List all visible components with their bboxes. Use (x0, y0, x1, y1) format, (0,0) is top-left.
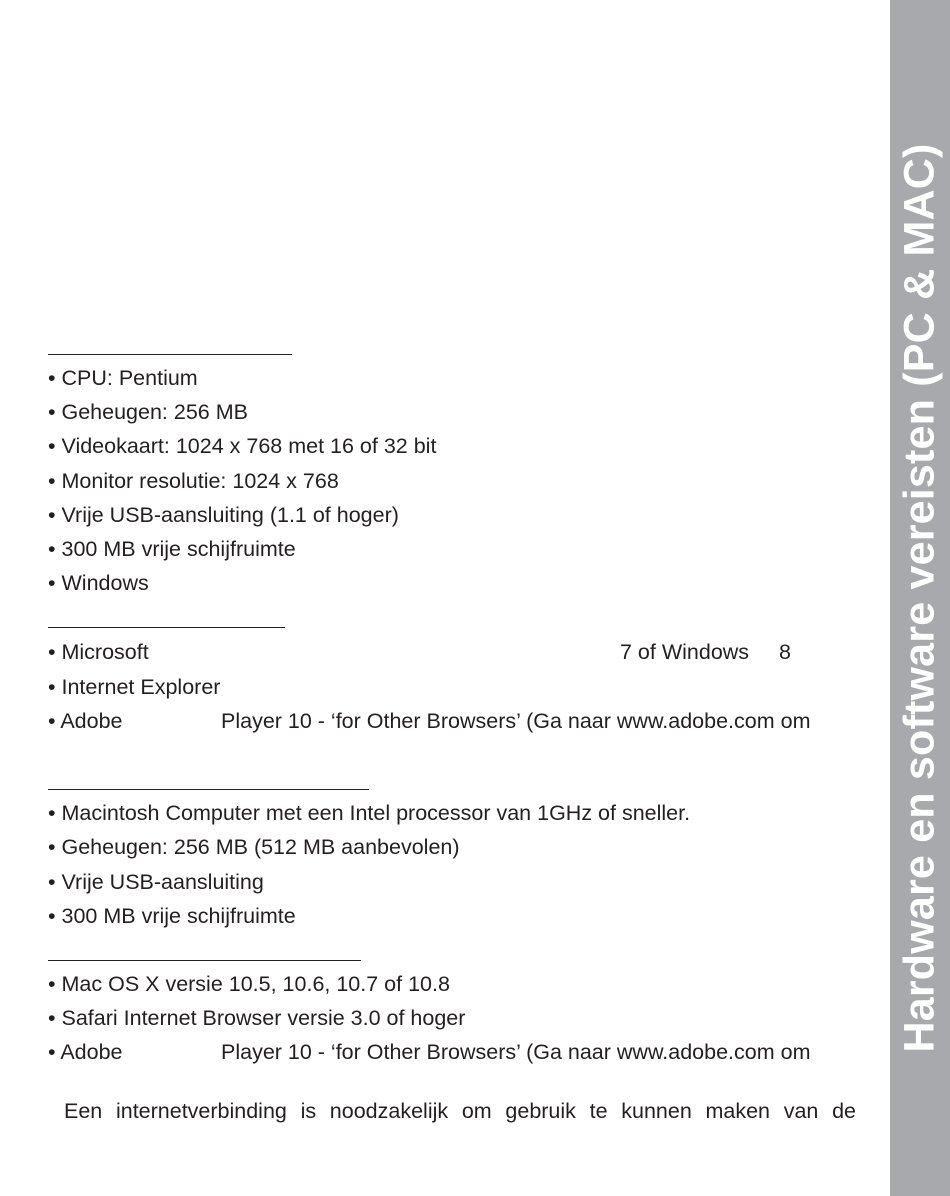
list-item-mac-hardware: • Vrije USB-aansluiting (48, 870, 264, 894)
list-item-pc-hardware: • Geheugen: 256 MB (48, 400, 248, 424)
list-item-pc-software-os-end: 7 of Windows (620, 640, 750, 664)
list-item-mac-software: • Mac OS X versie 10.5, 10.6, 10.7 of 10.8 (48, 972, 450, 996)
list-item-mac-software-flash: • Adobe (48, 1040, 123, 1064)
list-item-pc-software-flash: • Adobe (48, 709, 123, 733)
list-item-pc-software-flash-end: Player 10 - ‘for Other Browsers’ (Ga naar www.adobe.com om (221, 709, 811, 733)
list-item-pc-hardware: • CPU: Pentium (48, 366, 198, 390)
section-heading-rule-mac-software (48, 960, 361, 961)
section-heading-rule-mac-hardware (48, 789, 369, 790)
sidebar-title: Hardware en software vereisten (PC & MAC) (895, 143, 944, 1053)
list-item-pc-software-os-number: 8 (779, 640, 791, 664)
list-item-pc-hardware: • 300 MB vrije schijfruimte (48, 537, 296, 561)
list-item-pc-software-os: • Microsoft (48, 640, 149, 664)
list-item-mac-software: • Safari Internet Browser versie 3.0 of hoger (48, 1006, 466, 1030)
list-item-pc-hardware: • Windows (48, 571, 149, 595)
list-item-mac-software-flash-end: Player 10 - ‘for Other Browsers’ (Ga naar www.adobe.com om (221, 1040, 811, 1064)
list-item-mac-hardware: • 300 MB vrije schijfruimte (48, 904, 296, 928)
list-item-pc-hardware: • Monitor resolutie: 1024 x 768 (48, 469, 339, 493)
internet-connection-note: Een internetverbinding is noodzakelijk om gebruik te kunnen maken van de (64, 1099, 856, 1123)
section-heading-rule-pc-hardware (48, 354, 292, 355)
list-item-mac-hardware: • Macintosh Computer met een Intel processor van 1GHz of sneller. (48, 801, 691, 825)
list-item-pc-hardware: • Videokaart: 1024 x 768 met 16 of 32 bit (48, 434, 437, 458)
list-item-pc-hardware: • Vrije USB-aansluiting (1.1 of hoger) (48, 503, 399, 527)
section-heading-rule-pc-software (48, 627, 285, 628)
list-item-pc-software-browser: • Internet Explorer (48, 675, 221, 699)
list-item-mac-hardware: • Geheugen: 256 MB (512 MB aanbevolen) (48, 835, 460, 859)
